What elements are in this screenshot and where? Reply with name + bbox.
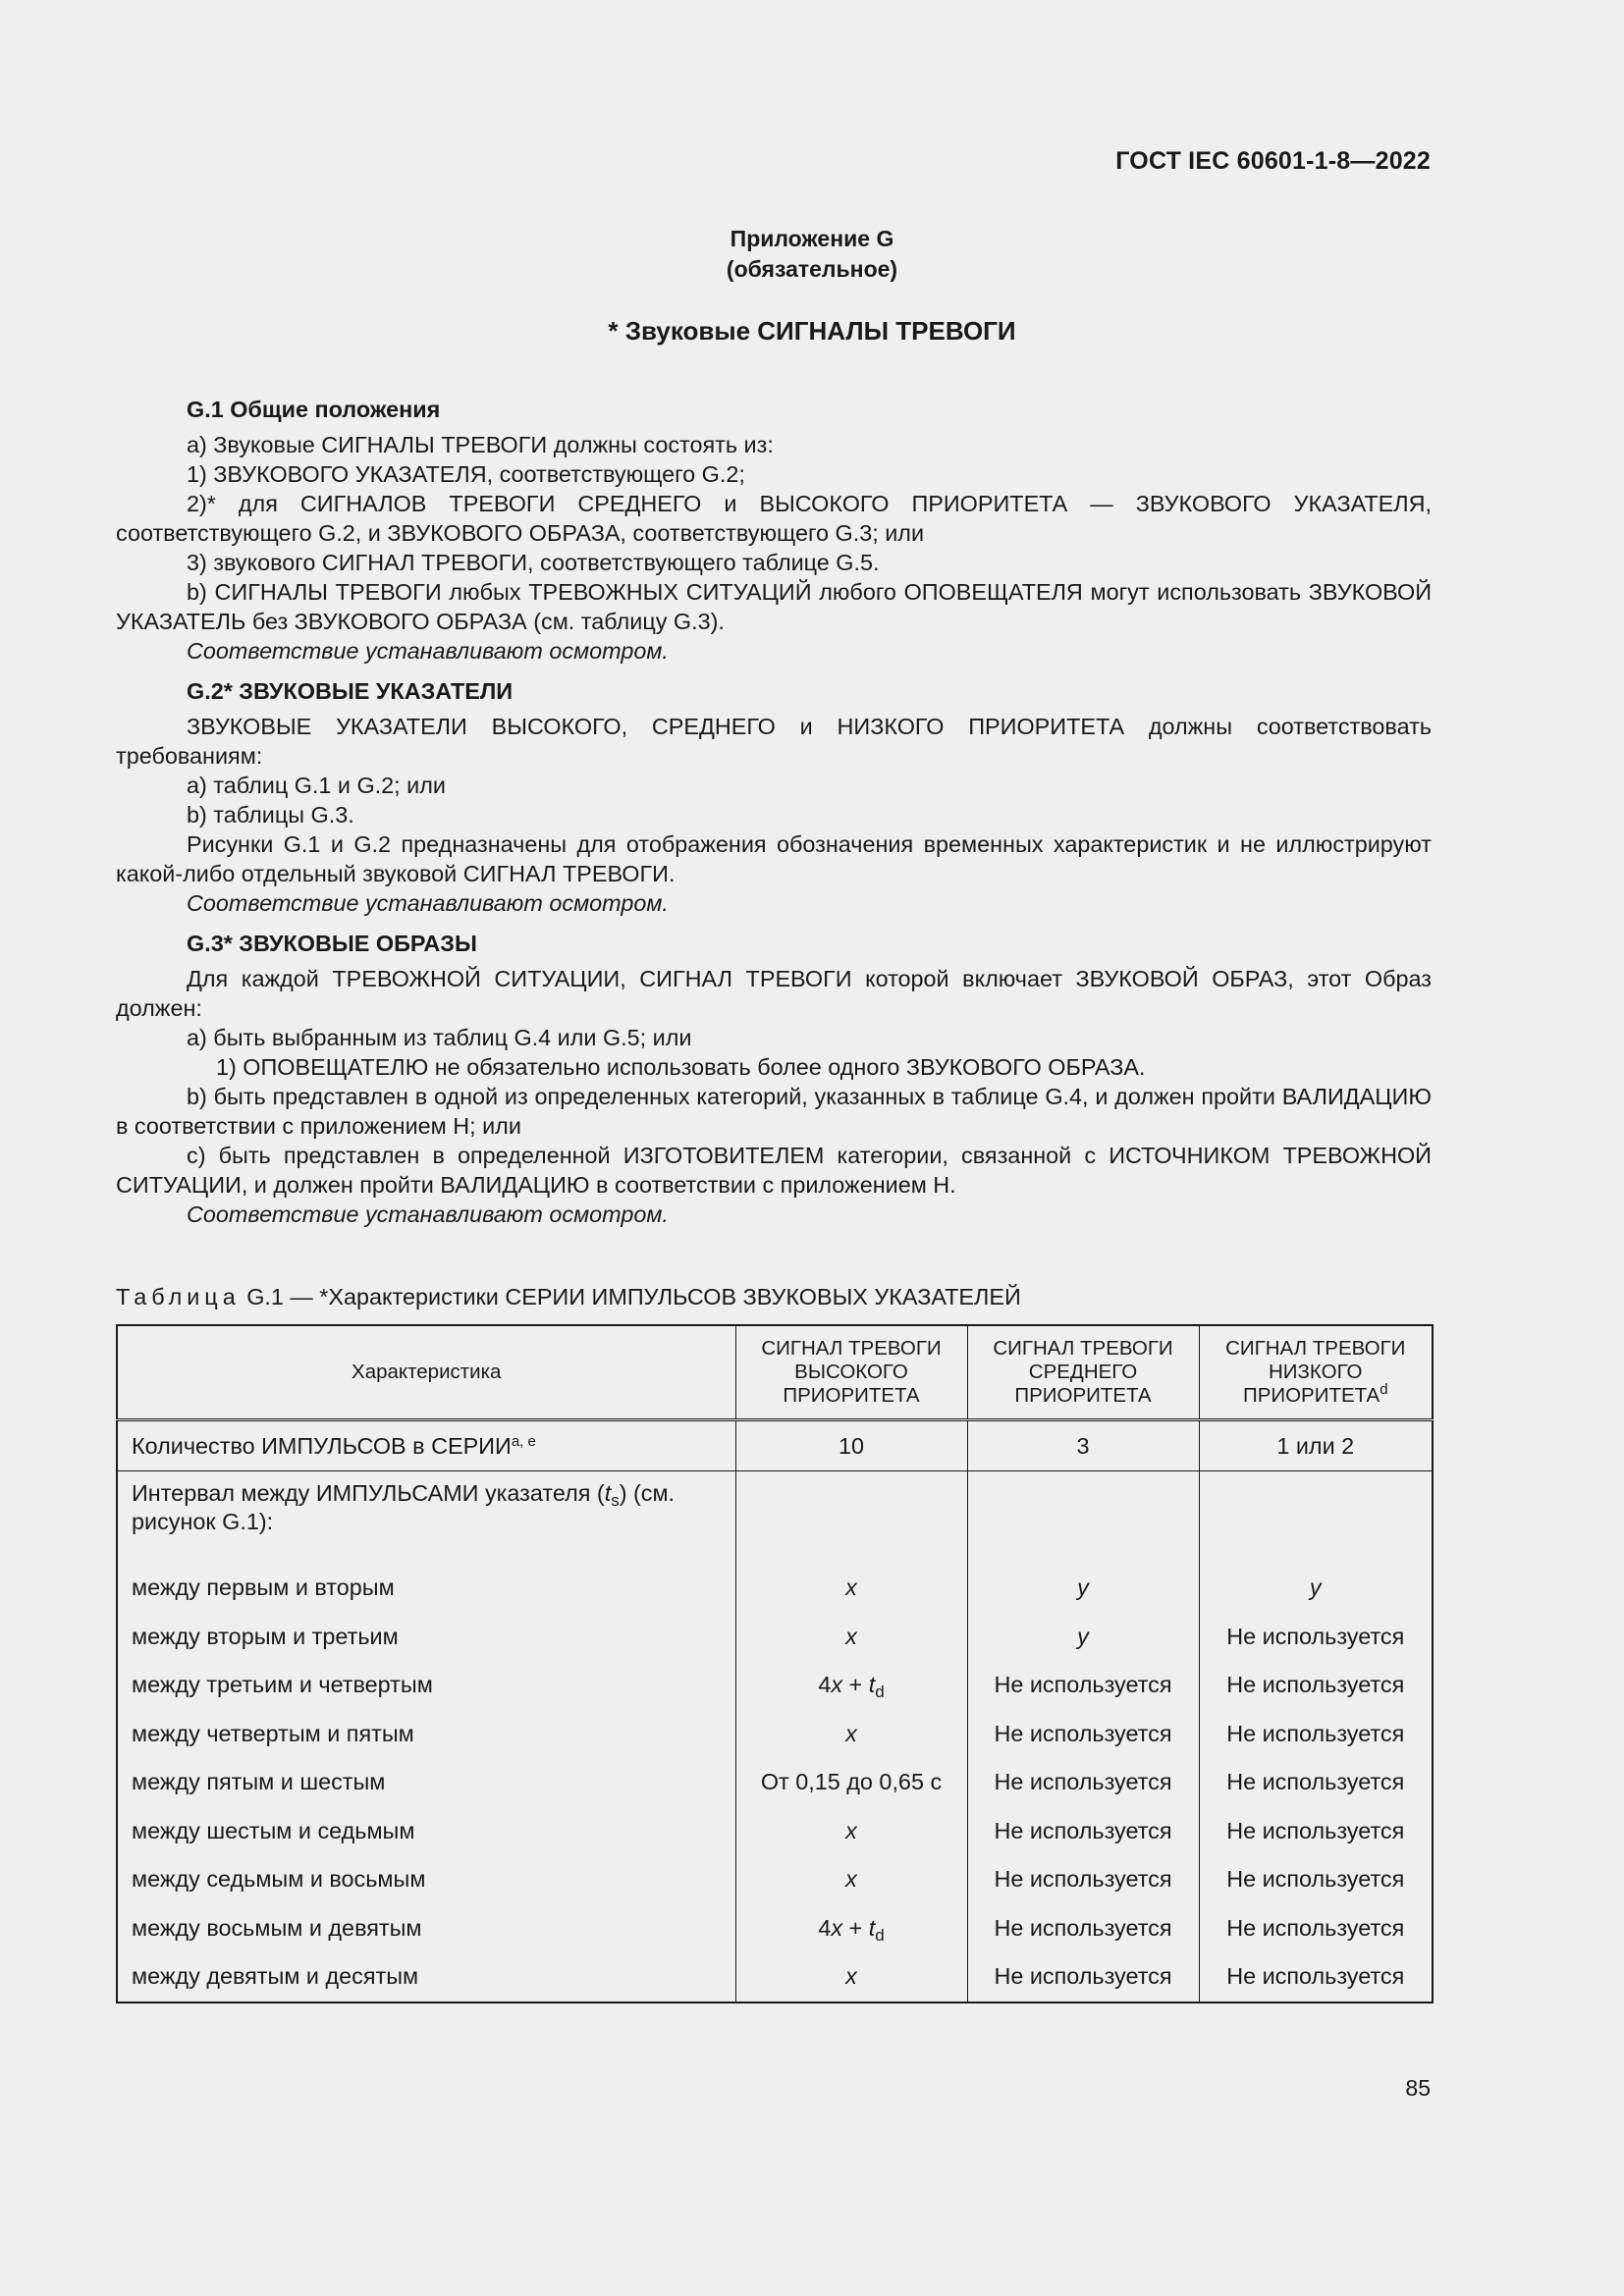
cell-low: y [1199, 1564, 1433, 1613]
cell-medium [967, 1471, 1199, 1565]
cell-high: От 0,15 до 0,65 с [735, 1758, 967, 1807]
pulse-characteristics-table [116, 1324, 1434, 2003]
footnote-ref: a, e [511, 1432, 536, 1450]
cell-low: Не используется [1199, 1807, 1433, 1856]
cell-low [1199, 1471, 1433, 1565]
g2-para-2: Рисунки G.1 и G.2 предназначены для отображения обозначения временных характеристик и не иллюстрируют какой-либо отдельный звуковой СИГНАЛ ТРЕВОГИ. [116, 831, 1432, 886]
formula-t: t [868, 1914, 876, 1941]
cell-low: Не используется [1199, 1613, 1433, 1662]
section-g3-heading: G.3* ЗВУКОВЫЕ ОБРАЗЫ [187, 931, 477, 956]
cell-high [735, 1904, 967, 1953]
annex-heading: * Звуковые СИГНАЛЫ ТРЕВОГИ [608, 316, 1016, 346]
row-label: между пятым и шестым [117, 1758, 735, 1807]
g2-item-a: a) таблиц G.1 и G.2; или [187, 773, 446, 798]
cell-low: Не используется [1199, 1855, 1433, 1904]
formula-op: + [842, 1914, 869, 1941]
cell-high [735, 1471, 967, 1565]
table-row [117, 1952, 1433, 2002]
cell-medium: Не используется [967, 1855, 1199, 1904]
formula-x: x [831, 1914, 843, 1941]
interval-label-pre: Интервал между ИМПУЛЬСАМИ указателя ( [132, 1480, 605, 1506]
header-characteristic: Характеристика [117, 1325, 735, 1420]
cell-medium: 3 [967, 1420, 1199, 1471]
section-g1-heading: G.1 Общие положения [187, 397, 441, 422]
g1-item-a3: 3) звукового СИГНАЛ ТРЕВОГИ, соответствующего таблице G.5. [187, 550, 880, 575]
table-row [117, 1564, 1433, 1613]
formula-coef: 4 [818, 1914, 832, 1941]
header-medium-priority: СИГНАЛ ТРЕВОГИ СРЕДНЕГО ПРИОРИТЕТА [967, 1325, 1199, 1420]
g3-item-a1: 1) ОПОВЕЩАТЕЛЮ не обязательно использовать более одного ЗВУКОВОГО ОБРАЗА. [216, 1054, 1146, 1080]
g2-compliance: Соответствие устанавливают осмотром. [187, 890, 669, 916]
interval-label [117, 1471, 735, 1565]
cell-medium: Не используется [967, 1661, 1199, 1710]
cell-medium: y [967, 1564, 1199, 1613]
formula-op: + [842, 1672, 869, 1698]
cell-medium: Не используется [967, 1807, 1199, 1856]
formula-t: t [868, 1672, 876, 1698]
table-row [117, 1807, 1433, 1856]
cell-medium: Не используется [967, 1904, 1199, 1953]
cell-low: Не используется [1199, 1904, 1433, 1953]
page-number: 85 [1405, 2075, 1431, 2101]
cell-medium: Не используется [967, 1710, 1199, 1759]
cell-low: Не используется [1199, 1710, 1433, 1759]
g3-para-1: Для каждой ТРЕВОЖНОЙ СИТУАЦИИ, СИГНАЛ ТРЕВОГИ которой включает ЗВУКОВОЙ ОБРАЗ, этот Образ должен: [116, 966, 1432, 1021]
g1-item-b: b) СИГНАЛЫ ТРЕВОГИ любых ТРЕВОЖНЫХ СИТУАЦИЙ любого ОПОВЕЩАТЕЛЯ могут использовать ЗВУКОВОЙ УКАЗАТЕЛЬ без ЗВУКОВОГО ОБРАЗА (см. таблицу G.3). [116, 579, 1432, 634]
interval-var: t [604, 1480, 612, 1506]
formula-sub: d [875, 1682, 885, 1702]
g3-item-a: a) быть выбранным из таблиц G.4 или G.5; или [187, 1025, 692, 1050]
cell-high: x [735, 1613, 967, 1662]
row-label: между первым и вторым [117, 1564, 735, 1613]
footnote-ref: d [1380, 1381, 1388, 1398]
count-row-label: Количество ИМПУЛЬСОВ в СЕРИИ [132, 1432, 512, 1459]
row-label: между вторым и третьим [117, 1613, 735, 1662]
header-high-priority: СИГНАЛ ТРЕВОГИ ВЫСОКОГО ПРИОРИТЕТА [735, 1325, 967, 1420]
g1-item-a2: 2)* для СИГНАЛОВ ТРЕВОГИ СРЕДНЕГО и ВЫСОКОГО ПРИОРИТЕТА — ЗВУКОВОГО УКАЗАТЕЛЯ, соответствующего G.2, и ЗВУКОВОГО ОБРАЗА, соответствующего G.3; или [116, 491, 1432, 546]
table-row [117, 1855, 1433, 1904]
g3-compliance: Соответствие устанавливают осмотром. [187, 1201, 669, 1227]
cell-high: x [735, 1710, 967, 1759]
section-g2-heading: G.2* ЗВУКОВЫЕ УКАЗАТЕЛИ [187, 678, 514, 704]
row-label: между восьмым и девятым [117, 1904, 735, 1953]
row-label: между шестым и седьмым [117, 1807, 735, 1856]
g1-item-a: a) Звуковые СИГНАЛЫ ТРЕВОГИ должны состоять из: [187, 432, 774, 457]
cell-medium: y [967, 1613, 1199, 1662]
cell-high: x [735, 1564, 967, 1613]
formula-sub: d [875, 1925, 885, 1945]
cell-low: 1 или 2 [1199, 1420, 1433, 1471]
table-row [117, 1661, 1433, 1710]
table-row [117, 1758, 1433, 1807]
header-low-priority [1199, 1325, 1433, 1420]
document-body [116, 395, 1432, 1229]
cell-high: x [735, 1952, 967, 2002]
table-row [117, 1471, 1433, 1565]
table-row [117, 1613, 1433, 1662]
table-caption [116, 1284, 1021, 1310]
cell-low: Не используется [1199, 1952, 1433, 2002]
annex-status: (обязательное) [726, 256, 898, 282]
row-label: между четвертым и пятым [117, 1710, 735, 1759]
g3-item-b: b) быть представлен в одной из определенных категорий, указанных в таблице G.4, и должен пройти ВАЛИДАЦИЮ в соответствии с приложением H; или [116, 1084, 1432, 1139]
standard-code: ГОСТ IEC 60601-1-8—2022 [1115, 147, 1431, 175]
table-header-row [117, 1325, 1433, 1420]
cell-high [735, 1661, 967, 1710]
formula-coef: 4 [818, 1672, 832, 1698]
row-label: между девятым и десятым [117, 1952, 735, 2002]
cell-medium: Не используется [967, 1758, 1199, 1807]
cell-low: Не используется [1199, 1661, 1433, 1710]
annex-title: Приложение G [730, 226, 894, 251]
row-label: между третьим и четвертым [117, 1661, 735, 1710]
cell-high: 10 [735, 1420, 967, 1471]
header-low-priority-label: СИГНАЛ ТРЕВОГИ НИЗКОГО ПРИОРИТЕТА [1225, 1337, 1406, 1407]
table-row [117, 1710, 1433, 1759]
table-caption-text: G.1 — *Характеристики СЕРИИ ИМПУЛЬСОВ ЗВУКОВЫХ УКАЗАТЕЛЕЙ [240, 1284, 1021, 1309]
cell-medium: Не используется [967, 1952, 1199, 2002]
interval-sub: s [611, 1491, 620, 1510]
cell-low: Не используется [1199, 1758, 1433, 1807]
row-label [117, 1420, 735, 1471]
g1-item-a1: 1) ЗВУКОВОГО УКАЗАТЕЛЯ, соответствующего G.2; [187, 461, 745, 487]
annex-title-block [0, 224, 1624, 285]
g2-item-b: b) таблицы G.3. [187, 802, 354, 828]
g3-item-c: c) быть представлен в определенной ИЗГОТОВИТЕЛЕМ категории, связанной с ИСТОЧНИКОМ ТРЕВОЖНОЙ СИТУАЦИИ, и должен пройти ВАЛИДАЦИЮ в соответствии с приложением H. [116, 1143, 1432, 1198]
cell-high: x [735, 1807, 967, 1856]
cell-high: x [735, 1855, 967, 1904]
table-caption-label: Таблица [116, 1284, 241, 1309]
g2-para-1: ЗВУКОВЫЕ УКАЗАТЕЛИ ВЫСОКОГО, СРЕДНЕГО и НИЗКОГО ПРИОРИТЕТА должны соответствовать требованиям: [116, 714, 1432, 769]
g1-compliance: Соответствие устанавливают осмотром. [187, 638, 669, 664]
table-row [117, 1420, 1433, 1471]
interval-label-post: ) (см. рисунок G.1): [132, 1480, 676, 1534]
row-label: между седьмым и восьмым [117, 1855, 735, 1904]
table-row [117, 1904, 1433, 1953]
formula-x: x [831, 1672, 843, 1698]
